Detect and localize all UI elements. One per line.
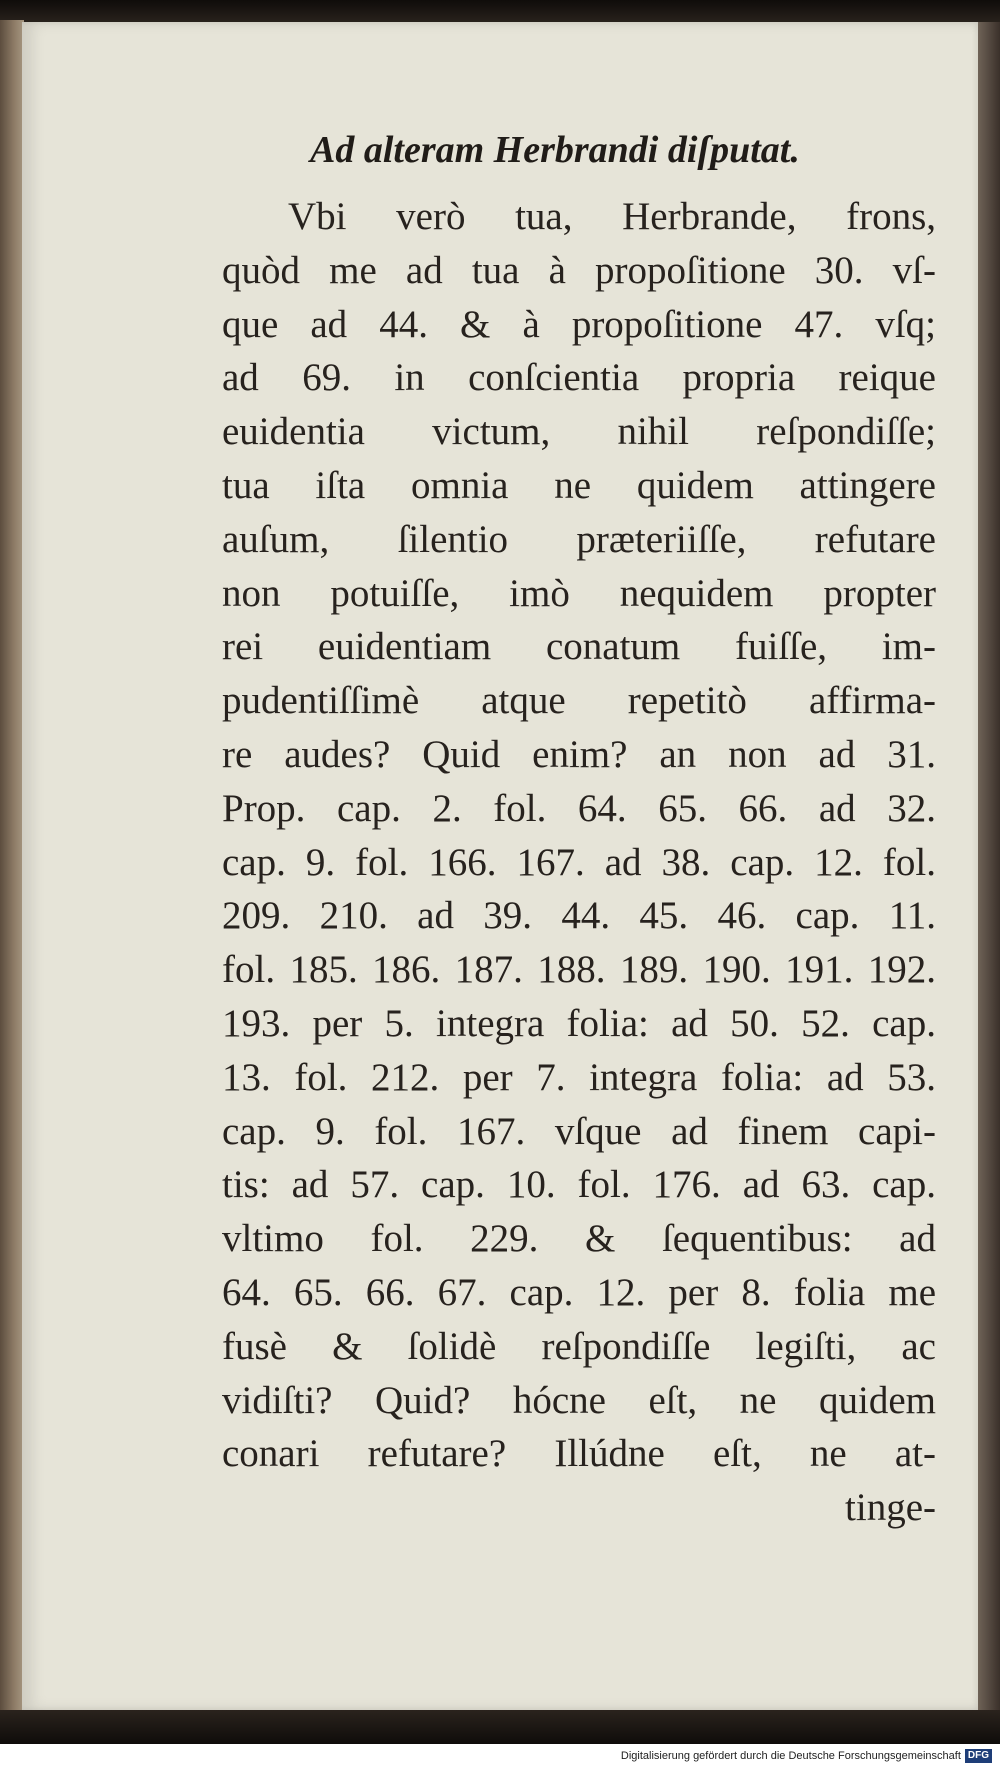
funding-credit-text: Digitalisierung gefördert durch die Deutsche Forschungsgemeinschaft [620,1750,961,1762]
text-line: euidentia victum, nihil reſpondiſſe; [222,410,936,454]
dfg-logo: DFG [965,1749,992,1763]
text-line: Prop. cap. 2. fol. 64. 65. 66. ad 32. [222,786,936,830]
book-spine [0,20,24,1720]
text-line: vltimo fol. 229. & ſequentibus: ad [222,1217,936,1261]
text-line: rei euidentiam conatum fuiſſe, im- [222,625,936,669]
text-line: cap. 9. fol. 166. 167. ad 38. cap. 12. fol. [222,840,936,884]
catchword: tinge- [845,1486,936,1530]
text-line: fusè & ſolidè reſpondiſſe legiſti, ac [222,1324,936,1368]
text-line: 193. per 5. integra folia: ad 50. 52. cap. [222,1001,936,1045]
body-text [222,190,936,1535]
text-line: tis: ad 57. cap. 10. fol. 176. ad 63. cap. [222,1163,936,1207]
text-line: 209. 210. ad 39. 44. 45. 46. cap. 11. [222,894,936,938]
text-line: tua iſta omnia ne quidem attingere [222,463,936,507]
text-line: non potuiſſe, imò nequidem propter [222,571,936,615]
text-line: 13. fol. 212. per 7. integra folia: ad 53. [222,1055,936,1099]
scan-top-edge [0,0,1000,24]
text-line: conari refutare? Illúdne eſt, ne at- [222,1432,936,1476]
text-line: vidiſti? Quid? hócne eſt, ne quidem [222,1378,936,1422]
text-line: 64. 65. 66. 67. cap. 12. per 8. folia me [222,1270,936,1314]
page-right-edge [978,22,1000,1710]
text-line: quòd me ad tua à propoſitione 30. vſ- [222,248,936,292]
text-line: Vbi verò tua, Herbrande, frons, [288,195,936,238]
text-line: ad 69. in conſcientia propria reique [222,356,936,400]
text-line: cap. 9. fol. 167. vſque ad finem capi- [222,1109,936,1153]
footer-credit [621,1748,992,1764]
text-line: que ad 44. & à propoſitione 47. vſq; [222,302,936,346]
text-line: re audes? Quid enim? an non ad 31. [222,732,936,776]
scan-bottom-edge [0,1710,1000,1744]
text-line: fol. 185. 186. 187. 188. 189. 190. 191. 192. [222,948,936,992]
running-header: Ad alteram Herbrandi diſputat. [310,129,800,171]
text-line: pudentiſſimè atque repetitò affirma- [222,679,936,723]
text-line: auſum, ſilentio præteriiſſe, refutare [222,517,936,561]
